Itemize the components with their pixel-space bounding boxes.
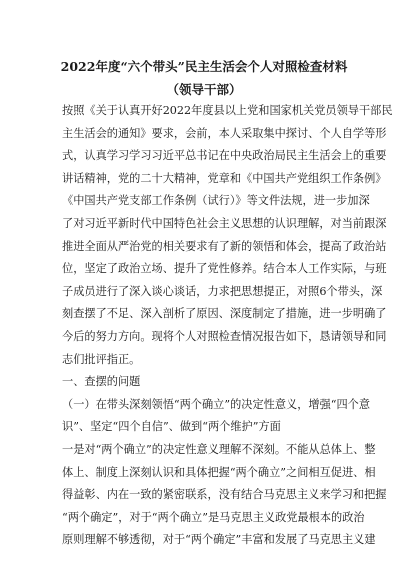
body-text-line: 体上、制度上深刻认识和具体把握“两个确立”之间相互促进、相 — [62, 465, 376, 479]
document-body — [62, 100, 393, 552]
document-title: 2022年度“六个带头”民主生活会个人对照检查材料 — [60, 59, 348, 74]
body-text-line: 讲话精神，党的二十大精神，党章和《中国共产党组织工作条例》 — [62, 171, 387, 185]
body-text-line: 原则理解不够透彻，对于“两个确定”丰富和发展了马克思主义建 — [62, 533, 376, 547]
body-text-line: 今后的努力方向。现将个人对照检查情况报告如下，恳请领导和同 — [62, 329, 387, 343]
body-text-line: 一、查摆的问题 — [62, 375, 141, 389]
body-text-line: 了对习近平新时代中国特色社会主义思想的认识理解，对当前跟深 — [62, 216, 387, 230]
body-text-line: 推进全面从严治党的相关要求有了新的领悟和体会，提高了政治站 — [62, 239, 387, 253]
document-subtitle: （领导干部） — [166, 82, 242, 97]
body-text-line: 刻查摆了不足、深入剖析了原因、深度制定了措施，进一步明确了 — [62, 307, 387, 321]
body-text-line: 式，认真学习学习习近平总书记在中央政治局民主生活会上的重要 — [62, 149, 387, 163]
body-text-line: 《中国共产党支部工作条例（试行）》等文件法规，进一步加深 — [62, 194, 370, 208]
body-text-line: 识”、坚定“四个自信”、做到“两个维护”方面 — [62, 420, 281, 434]
body-text-line: 志们批评指正。 — [62, 352, 141, 366]
body-text-line: 主生活会的通知》要求，会前，本人采取集中探讨、个人自学等形 — [62, 126, 387, 140]
body-text-line: 一是对“两个确立”的决定性意义理解不深刻。不能从总体上、整 — [62, 442, 376, 456]
body-text-line: （一）在带头深刻领悟“两个确立”的决定性意义，增强“四个意 — [62, 397, 371, 411]
body-text-line: “两个确定”，对于“两个确立”是马克思主义政党最根本的政治 — [62, 510, 365, 524]
body-text-line: 子成员进行了深入谈心谈话，力求把思想提正，对照6个带头，深 — [62, 284, 383, 298]
body-text-line: 按照《关于认真开好2022年度县以上党和国家机关党员领导干部民 — [62, 104, 393, 117]
body-text-line: 得益彰、内在一致的紧密联系，没有结合马克思主义来学习和把握 — [62, 488, 387, 502]
body-text-line: 位，坚定了政治立场、提升了党性修养。结合本人工作实际，与班 — [62, 262, 387, 276]
